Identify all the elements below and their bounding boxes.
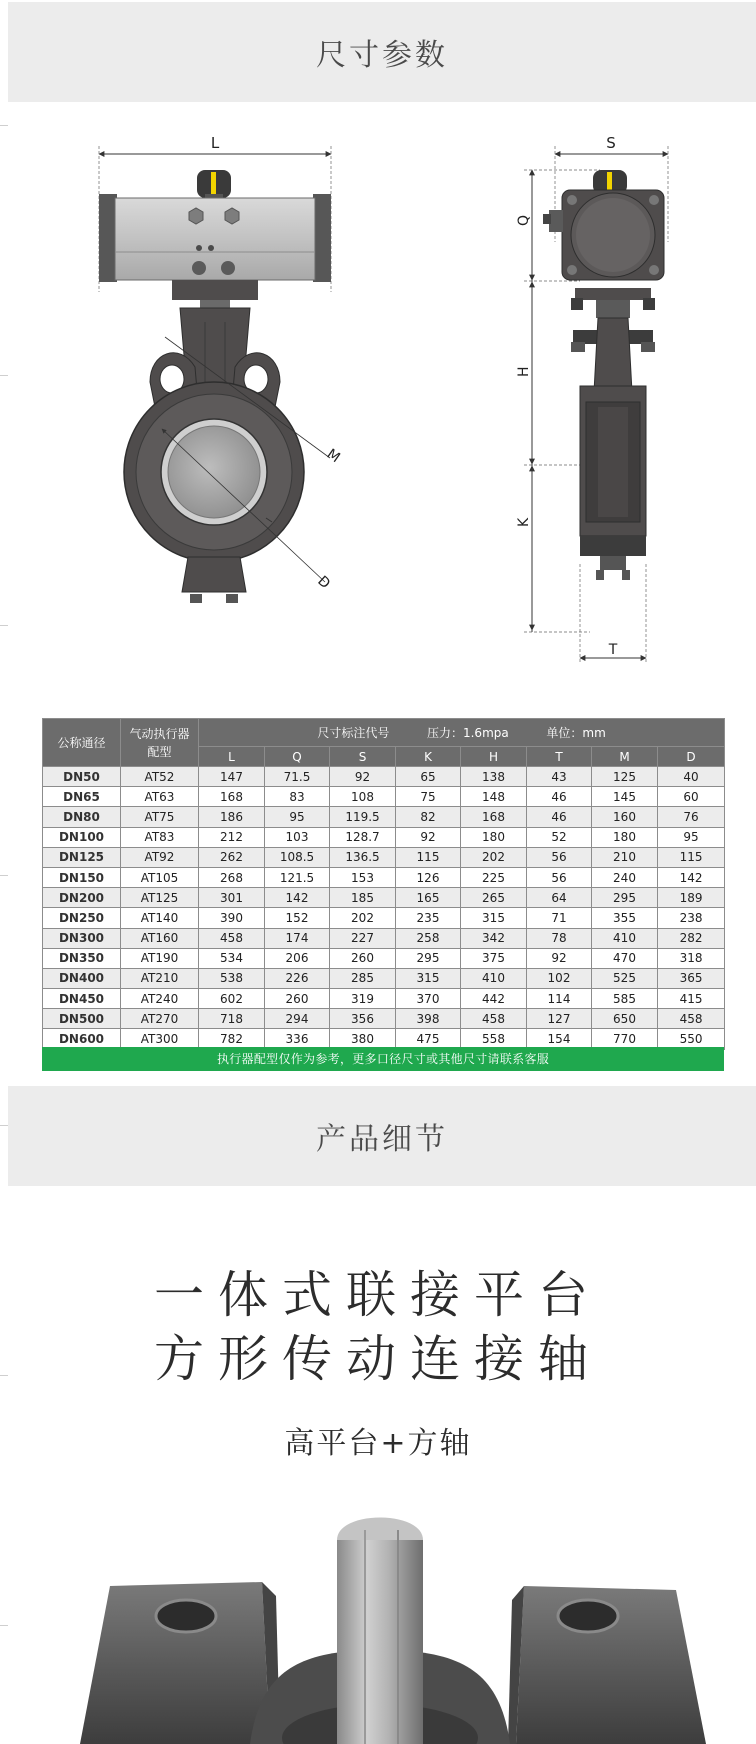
- cell-dimension: 168: [199, 787, 265, 807]
- table-row: [43, 767, 725, 787]
- cell-dimension: 160: [592, 807, 658, 827]
- cell-dimension: 71: [527, 908, 592, 928]
- header-nominal-diameter: 公称通径: [43, 719, 121, 767]
- cell-dimension: 458: [199, 928, 265, 948]
- cell-dimension: 202: [461, 847, 527, 867]
- header-group-title: 尺寸标注代号: [317, 725, 390, 740]
- cell-dimension: 268: [199, 867, 265, 887]
- square-drive-shaft: [337, 1540, 423, 1744]
- dim-label-Q: Q: [516, 214, 532, 226]
- cell-dimension: 52: [527, 827, 592, 847]
- cell-dimension: 458: [658, 1009, 725, 1029]
- header-pressure: 压力：1.6mpa: [426, 725, 509, 740]
- cell-dimension: 365: [658, 968, 725, 988]
- cell-nominal-diameter: DN450: [43, 989, 121, 1009]
- cell-dimension: 145: [592, 787, 658, 807]
- cell-dimension: 202: [330, 908, 396, 928]
- cell-dimension: 294: [265, 1009, 330, 1029]
- cell-actuator-model: AT270: [121, 1009, 199, 1029]
- headline-line-1: 一体式联接平台: [154, 1266, 602, 1324]
- cell-dimension: 225: [461, 867, 527, 887]
- cell-dimension: 319: [330, 989, 396, 1009]
- cell-dimension: 92: [396, 827, 461, 847]
- cell-dimension: 127: [527, 1009, 592, 1029]
- cell-dimension: 206: [265, 948, 330, 968]
- cell-dimension: 770: [592, 1029, 658, 1049]
- cell-nominal-diameter: DN350: [43, 948, 121, 968]
- cell-dimension: 398: [396, 1009, 461, 1029]
- section-header-dimensions: [8, 2, 756, 102]
- cell-dimension: 475: [396, 1029, 461, 1049]
- dim-label-T: T: [608, 642, 618, 658]
- cell-dimension: 226: [265, 968, 330, 988]
- side-view: [516, 134, 668, 662]
- cell-actuator-model: AT92: [121, 847, 199, 867]
- cell-dimension: 92: [330, 767, 396, 787]
- cell-dimension: 108: [330, 787, 396, 807]
- cell-actuator-model: AT140: [121, 908, 199, 928]
- cell-dimension: 585: [592, 989, 658, 1009]
- cell-nominal-diameter: DN600: [43, 1029, 121, 1049]
- cell-dimension: 295: [396, 948, 461, 968]
- cell-actuator-model: AT75: [121, 807, 199, 827]
- header-dim: T: [527, 747, 592, 767]
- cell-actuator-model: AT63: [121, 787, 199, 807]
- cell-dimension: 95: [658, 827, 725, 847]
- cell-dimension: 410: [461, 968, 527, 988]
- cell-dimension: 136.5: [330, 847, 396, 867]
- cell-dimension: 126: [396, 867, 461, 887]
- dimension-table: [42, 718, 725, 1050]
- cell-actuator-model: AT240: [121, 989, 199, 1009]
- cell-dimension: 342: [461, 928, 527, 948]
- cell-dimension: 92: [527, 948, 592, 968]
- cell-dimension: 40: [658, 767, 725, 787]
- dim-label-S: S: [606, 134, 616, 152]
- cell-dimension: 71.5: [265, 767, 330, 787]
- mounting-platform-photo: [0, 1500, 756, 1744]
- cell-dimension: 78: [527, 928, 592, 948]
- cell-dimension: 550: [658, 1029, 725, 1049]
- table-row: [43, 968, 725, 988]
- cell-nominal-diameter: DN250: [43, 908, 121, 928]
- header-dim: H: [461, 747, 527, 767]
- cell-dimension: 154: [527, 1029, 592, 1049]
- cell-dimension: 458: [461, 1009, 527, 1029]
- cell-dimension: 295: [592, 888, 658, 908]
- header-dim: L: [199, 747, 265, 767]
- header-actuator-model: [121, 719, 199, 767]
- dim-label-M: M: [323, 446, 343, 467]
- edge-rule: [0, 875, 8, 876]
- cell-actuator-model: AT210: [121, 968, 199, 988]
- section-header-product-details: [8, 1086, 756, 1186]
- cell-actuator-model: AT125: [121, 888, 199, 908]
- dim-label-H: H: [516, 366, 532, 377]
- cell-actuator-model: AT105: [121, 867, 199, 887]
- cell-dimension: 380: [330, 1029, 396, 1049]
- cell-nominal-diameter: DN125: [43, 847, 121, 867]
- cell-dimension: 238: [658, 908, 725, 928]
- cell-dimension: 174: [265, 928, 330, 948]
- cell-dimension: 46: [527, 807, 592, 827]
- cell-nominal-diameter: DN50: [43, 767, 121, 787]
- cell-nominal-diameter: DN400: [43, 968, 121, 988]
- cell-dimension: 370: [396, 989, 461, 1009]
- table-row: [43, 989, 725, 1009]
- header-actuator-line1: 气动执行器: [129, 726, 190, 741]
- cell-dimension: 43: [527, 767, 592, 787]
- cell-dimension: 148: [461, 787, 527, 807]
- cell-actuator-model: AT52: [121, 767, 199, 787]
- cell-dimension: 95: [265, 807, 330, 827]
- cell-dimension: 650: [592, 1009, 658, 1029]
- cell-dimension: 258: [396, 928, 461, 948]
- header-dim: S: [330, 747, 396, 767]
- header-actuator-line2: 配型: [147, 744, 172, 759]
- cell-dimension: 538: [199, 968, 265, 988]
- cell-dimension: 415: [658, 989, 725, 1009]
- table-row: [43, 827, 725, 847]
- cell-dimension: 185: [330, 888, 396, 908]
- table-row: [43, 908, 725, 928]
- cell-dimension: 119.5: [330, 807, 396, 827]
- cell-dimension: 235: [396, 908, 461, 928]
- cell-dimension: 83: [265, 787, 330, 807]
- cell-dimension: 115: [658, 847, 725, 867]
- detail-subtitle: 高平台+方轴: [284, 1426, 472, 1461]
- cell-dimension: 142: [265, 888, 330, 908]
- cell-dimension: 355: [592, 908, 658, 928]
- dim-label-K: K: [516, 517, 532, 527]
- table-row: [43, 928, 725, 948]
- valve-dimension-drawing: [0, 102, 756, 702]
- cell-dimension: 186: [199, 807, 265, 827]
- cell-dimension: 115: [396, 847, 461, 867]
- cell-dimension: 558: [461, 1029, 527, 1049]
- cell-nominal-diameter: DN80: [43, 807, 121, 827]
- cell-dimension: 138: [461, 767, 527, 787]
- cell-nominal-diameter: DN100: [43, 827, 121, 847]
- cell-dimension: 227: [330, 928, 396, 948]
- cell-dimension: 602: [199, 989, 265, 1009]
- cell-dimension: 125: [592, 767, 658, 787]
- cell-dimension: 782: [199, 1029, 265, 1049]
- cell-dimension: 262: [199, 847, 265, 867]
- front-view: [99, 134, 343, 603]
- cell-dimension: 356: [330, 1009, 396, 1029]
- cell-dimension: 442: [461, 989, 527, 1009]
- cell-dimension: 285: [330, 968, 396, 988]
- cell-dimension: 46: [527, 787, 592, 807]
- cell-dimension: 102: [527, 968, 592, 988]
- cell-dimension: 212: [199, 827, 265, 847]
- cell-dimension: 152: [265, 908, 330, 928]
- cell-dimension: 56: [527, 867, 592, 887]
- table-row: [43, 888, 725, 908]
- dim-label-L: L: [210, 134, 220, 152]
- cell-dimension: 189: [658, 888, 725, 908]
- section-title: 产品细节: [316, 1122, 448, 1157]
- header-group: [199, 719, 725, 747]
- cell-dimension: 76: [658, 807, 725, 827]
- cell-dimension: 56: [527, 847, 592, 867]
- cell-dimension: 282: [658, 928, 725, 948]
- edge-rule: [0, 1125, 8, 1126]
- cell-dimension: 82: [396, 807, 461, 827]
- cell-dimension: 260: [265, 989, 330, 1009]
- headline-line-2: 方形传动连接轴: [154, 1330, 602, 1388]
- table-row: [43, 1009, 725, 1029]
- cell-dimension: 108.5: [265, 847, 330, 867]
- cell-dimension: 375: [461, 948, 527, 968]
- cell-dimension: 210: [592, 847, 658, 867]
- cell-dimension: 265: [461, 888, 527, 908]
- table-row: [43, 948, 725, 968]
- cell-dimension: 336: [265, 1029, 330, 1049]
- table-row: [43, 807, 725, 827]
- cell-dimension: 60: [658, 787, 725, 807]
- cell-dimension: 142: [658, 867, 725, 887]
- cell-dimension: 240: [592, 867, 658, 887]
- cell-dimension: 260: [330, 948, 396, 968]
- cell-dimension: 75: [396, 787, 461, 807]
- cell-dimension: 121.5: [265, 867, 330, 887]
- cell-dimension: 147: [199, 767, 265, 787]
- header-dim: M: [592, 747, 658, 767]
- header-dim: K: [396, 747, 461, 767]
- cell-nominal-diameter: DN150: [43, 867, 121, 887]
- header-unit: 单位：mm: [546, 725, 606, 740]
- cell-dimension: 128.7: [330, 827, 396, 847]
- table-row: [43, 847, 725, 867]
- cell-dimension: 103: [265, 827, 330, 847]
- cell-dimension: 410: [592, 928, 658, 948]
- header-dim: Q: [265, 747, 330, 767]
- dim-label-D: D: [314, 573, 334, 593]
- cell-dimension: 525: [592, 968, 658, 988]
- cell-actuator-model: AT83: [121, 827, 199, 847]
- cell-dimension: 114: [527, 989, 592, 1009]
- cell-dimension: 718: [199, 1009, 265, 1029]
- cell-dimension: 301: [199, 888, 265, 908]
- cell-dimension: 180: [592, 827, 658, 847]
- cell-actuator-model: AT190: [121, 948, 199, 968]
- cell-dimension: 315: [396, 968, 461, 988]
- cell-actuator-model: AT300: [121, 1029, 199, 1049]
- cell-dimension: 65: [396, 767, 461, 787]
- cell-dimension: 168: [461, 807, 527, 827]
- cell-dimension: 165: [396, 888, 461, 908]
- header-dim: D: [658, 747, 725, 767]
- cell-nominal-diameter: DN300: [43, 928, 121, 948]
- cell-dimension: 153: [330, 867, 396, 887]
- cell-dimension: 180: [461, 827, 527, 847]
- cell-actuator-model: AT160: [121, 928, 199, 948]
- table-row: [43, 867, 725, 887]
- cell-dimension: 470: [592, 948, 658, 968]
- cell-nominal-diameter: DN200: [43, 888, 121, 908]
- cell-nominal-diameter: DN65: [43, 787, 121, 807]
- cell-dimension: 64: [527, 888, 592, 908]
- cell-dimension: 534: [199, 948, 265, 968]
- table-footnote-text: 执行器配型仅作为参考，更多口径尺寸或其他尺寸请联系客服: [216, 1052, 550, 1066]
- cell-dimension: 390: [199, 908, 265, 928]
- cell-nominal-diameter: DN500: [43, 1009, 121, 1029]
- cell-dimension: 315: [461, 908, 527, 928]
- table-row: [43, 787, 725, 807]
- pneumatic-actuator: [115, 198, 315, 280]
- section-title: 尺寸参数: [316, 38, 448, 73]
- table-footnote: [42, 1047, 724, 1071]
- cell-dimension: 318: [658, 948, 725, 968]
